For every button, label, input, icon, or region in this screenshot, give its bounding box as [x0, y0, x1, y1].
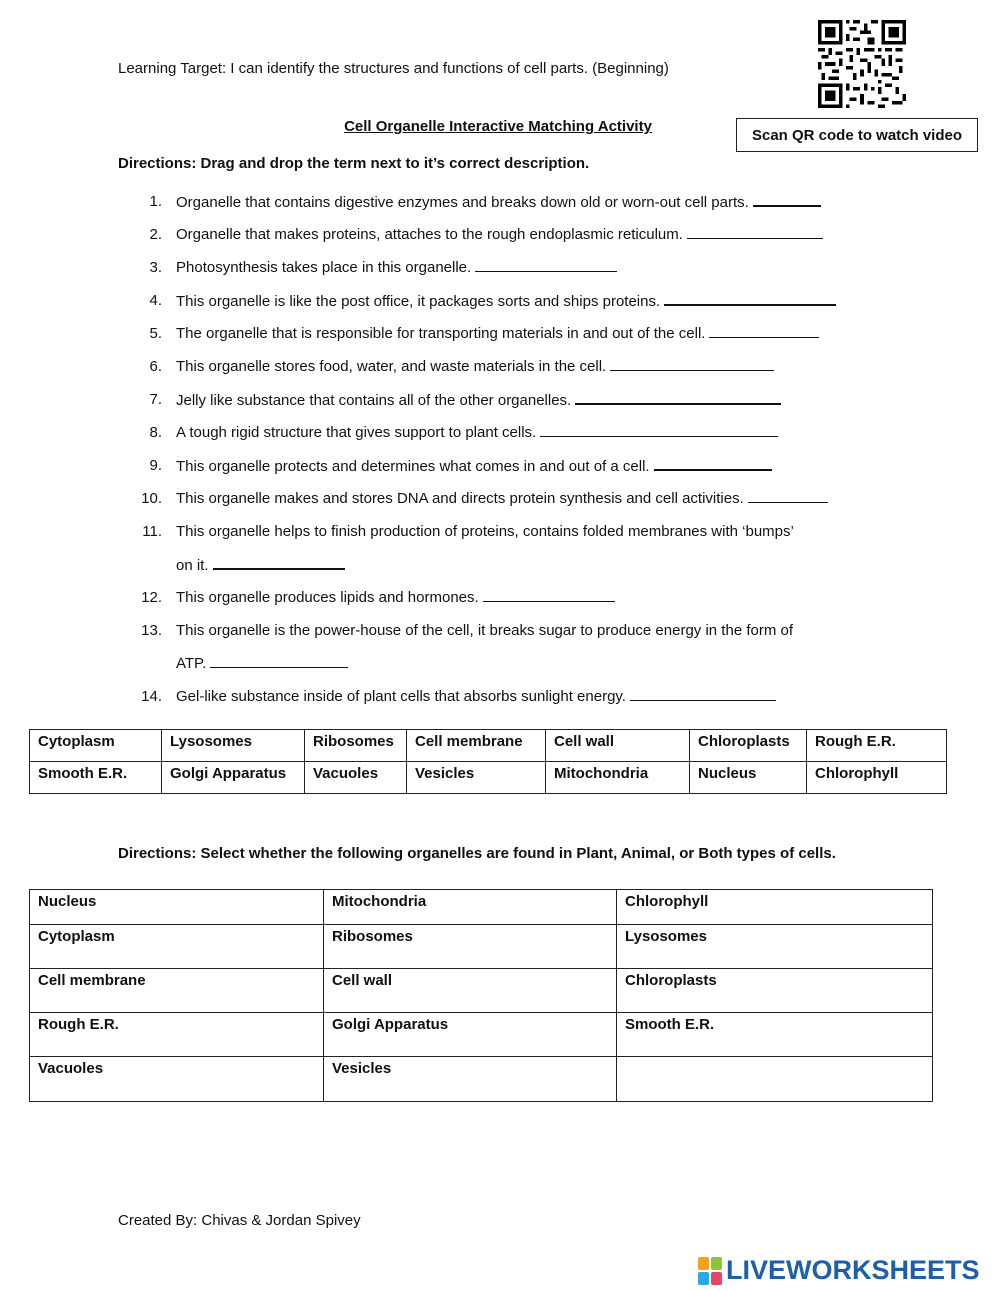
question-item [140, 191, 890, 224]
qr-code-icon[interactable] [818, 20, 906, 108]
answer-blank[interactable] [630, 686, 776, 701]
question-item [140, 587, 890, 620]
organelle-cell[interactable]: Chlorophyll [617, 890, 933, 925]
question-text: Gel-like substance inside of plant cells that absorbs sunlight energy. [176, 688, 626, 705]
liveworksheets-brand: LIVEWORKSHEETS [726, 1255, 980, 1285]
question-item [140, 389, 890, 422]
word-bank [29, 729, 947, 794]
organelle-cell[interactable]: Lysosomes [617, 925, 933, 969]
answer-blank[interactable] [475, 257, 617, 272]
question-number: 1. [149, 193, 162, 210]
liveworksheets-mark-icon [698, 1257, 722, 1285]
question-text: Organelle that makes proteins, attaches to the rough endoplasmic reticulum. [176, 226, 683, 243]
organelle-cell[interactable]: Cytoplasm [30, 925, 324, 969]
question-number: 7. [149, 391, 162, 408]
organelle-cell-empty[interactable] [617, 1057, 933, 1102]
question-text: This organelle stores food, water, and waste materials in the cell. [176, 358, 607, 375]
question-number: 11. [142, 523, 162, 540]
classification-table [29, 889, 933, 1102]
question-item [140, 356, 890, 389]
answer-blank[interactable] [575, 389, 781, 405]
question-number: 14. [141, 688, 162, 705]
answer-blank[interactable] [709, 323, 819, 338]
word-bank-term[interactable]: Vesicles [407, 762, 546, 794]
answer-blank[interactable] [687, 224, 823, 239]
question-text: This organelle is like the post office, it packages sorts and ships proteins. [176, 293, 661, 310]
question-text: This organelle produces lipids and hormones. [176, 589, 479, 606]
word-bank-term[interactable]: Ribosomes [305, 730, 407, 762]
question-text: This organelle is the power-house of the cell, it breaks sugar to produce energy in the form of [176, 622, 793, 639]
answer-blank[interactable] [483, 587, 615, 602]
answer-blank[interactable] [748, 488, 828, 503]
answer-blank[interactable] [213, 554, 345, 570]
organelle-cell[interactable]: Ribosomes [324, 925, 617, 969]
organelle-cell[interactable]: Chloroplasts [617, 969, 933, 1013]
word-bank-term[interactable]: Lysosomes [162, 730, 305, 762]
question-number: 8. [149, 424, 162, 441]
scan-qr-label: Scan QR code to watch video [736, 118, 978, 152]
word-bank-term[interactable]: Nucleus [690, 762, 807, 794]
word-bank-term[interactable]: Mitochondria [546, 762, 690, 794]
question-text-continued: ATP. [176, 655, 207, 672]
credit-line: Created By: Chivas & Jordan Spivey [118, 1212, 361, 1229]
question-number: 10. [141, 490, 162, 507]
question-item [140, 686, 890, 719]
answer-blank[interactable] [664, 290, 836, 306]
page-title [0, 118, 1000, 135]
organelle-cell[interactable]: Golgi Apparatus [324, 1013, 617, 1057]
question-text: This organelle protects and determines what comes in and out of a cell. [176, 458, 650, 475]
page-title-text: Cell Organelle Interactive Matching Activity [344, 118, 652, 135]
liveworksheets-logo [698, 1255, 980, 1286]
organelle-cell[interactable]: Mitochondria [324, 890, 617, 925]
question-continuation [140, 653, 890, 686]
question-item [140, 323, 890, 356]
question-text: The organelle that is responsible for transporting materials in and out of the cell. [176, 325, 706, 342]
organelle-cell[interactable]: Vesicles [324, 1057, 617, 1102]
directions-matching: Directions: Drag and drop the term next to it’s correct description. [118, 155, 590, 172]
question-number: 5. [149, 325, 162, 342]
question-text: This organelle makes and stores DNA and directs protein synthesis and cell activities. [176, 490, 744, 507]
question-item [140, 521, 890, 554]
question-number: 4. [149, 292, 162, 309]
question-number: 3. [149, 259, 162, 276]
organelle-cell[interactable]: Nucleus [30, 890, 324, 925]
question-item [140, 455, 890, 488]
question-text: A tough rigid structure that gives support to plant cells. [176, 424, 537, 441]
directions-classify: Directions: Select whether the following organelles are found in Plant, Animal, or Both types of cells. [118, 845, 836, 862]
word-bank-term[interactable]: Vacuoles [305, 762, 407, 794]
word-bank-term[interactable]: Chloroplasts [690, 730, 807, 762]
organelle-cell[interactable]: Smooth E.R. [617, 1013, 933, 1057]
question-item [140, 257, 890, 290]
question-number: 2. [149, 226, 162, 243]
answer-blank[interactable] [540, 422, 778, 437]
question-list [140, 191, 890, 719]
answer-blank[interactable] [654, 455, 772, 471]
question-item [140, 620, 890, 653]
question-text: Jelly like substance that contains all of the other organelles. [176, 392, 572, 409]
word-bank-term[interactable]: Cell wall [546, 730, 690, 762]
organelle-cell[interactable]: Cell membrane [30, 969, 324, 1013]
question-item [140, 224, 890, 257]
question-continuation [140, 554, 890, 587]
answer-blank[interactable] [210, 653, 348, 668]
word-bank-term[interactable]: Rough E.R. [807, 730, 947, 762]
word-bank-term[interactable]: Cytoplasm [30, 730, 162, 762]
organelle-cell[interactable]: Cell wall [324, 969, 617, 1013]
organelle-cell[interactable]: Vacuoles [30, 1057, 324, 1102]
question-text: Photosynthesis takes place in this organelle. [176, 259, 472, 276]
question-text: This organelle helps to finish production of proteins, contains folded membranes with ‘bumps’ [176, 523, 794, 540]
question-text: Organelle that contains digestive enzymes and breaks down old or worn-out cell parts. [176, 194, 749, 211]
question-number: 9. [149, 457, 162, 474]
question-item [140, 422, 890, 455]
word-bank-term[interactable]: Chlorophyll [807, 762, 947, 794]
question-item [140, 488, 890, 521]
question-number: 6. [149, 358, 162, 375]
word-bank-term[interactable]: Cell membrane [407, 730, 546, 762]
question-text-continued: on it. [176, 557, 209, 574]
question-item [140, 290, 890, 323]
answer-blank[interactable] [753, 191, 821, 207]
question-number: 12. [141, 589, 162, 606]
word-bank-term[interactable]: Smooth E.R. [30, 762, 162, 794]
learning-target: Learning Target: I can identify the structures and functions of cell parts. (Beginning) [118, 60, 669, 77]
question-number: 13. [141, 622, 162, 639]
organelle-cell[interactable]: Rough E.R. [30, 1013, 324, 1057]
word-bank-term[interactable]: Golgi Apparatus [162, 762, 305, 794]
answer-blank[interactable] [610, 356, 774, 371]
